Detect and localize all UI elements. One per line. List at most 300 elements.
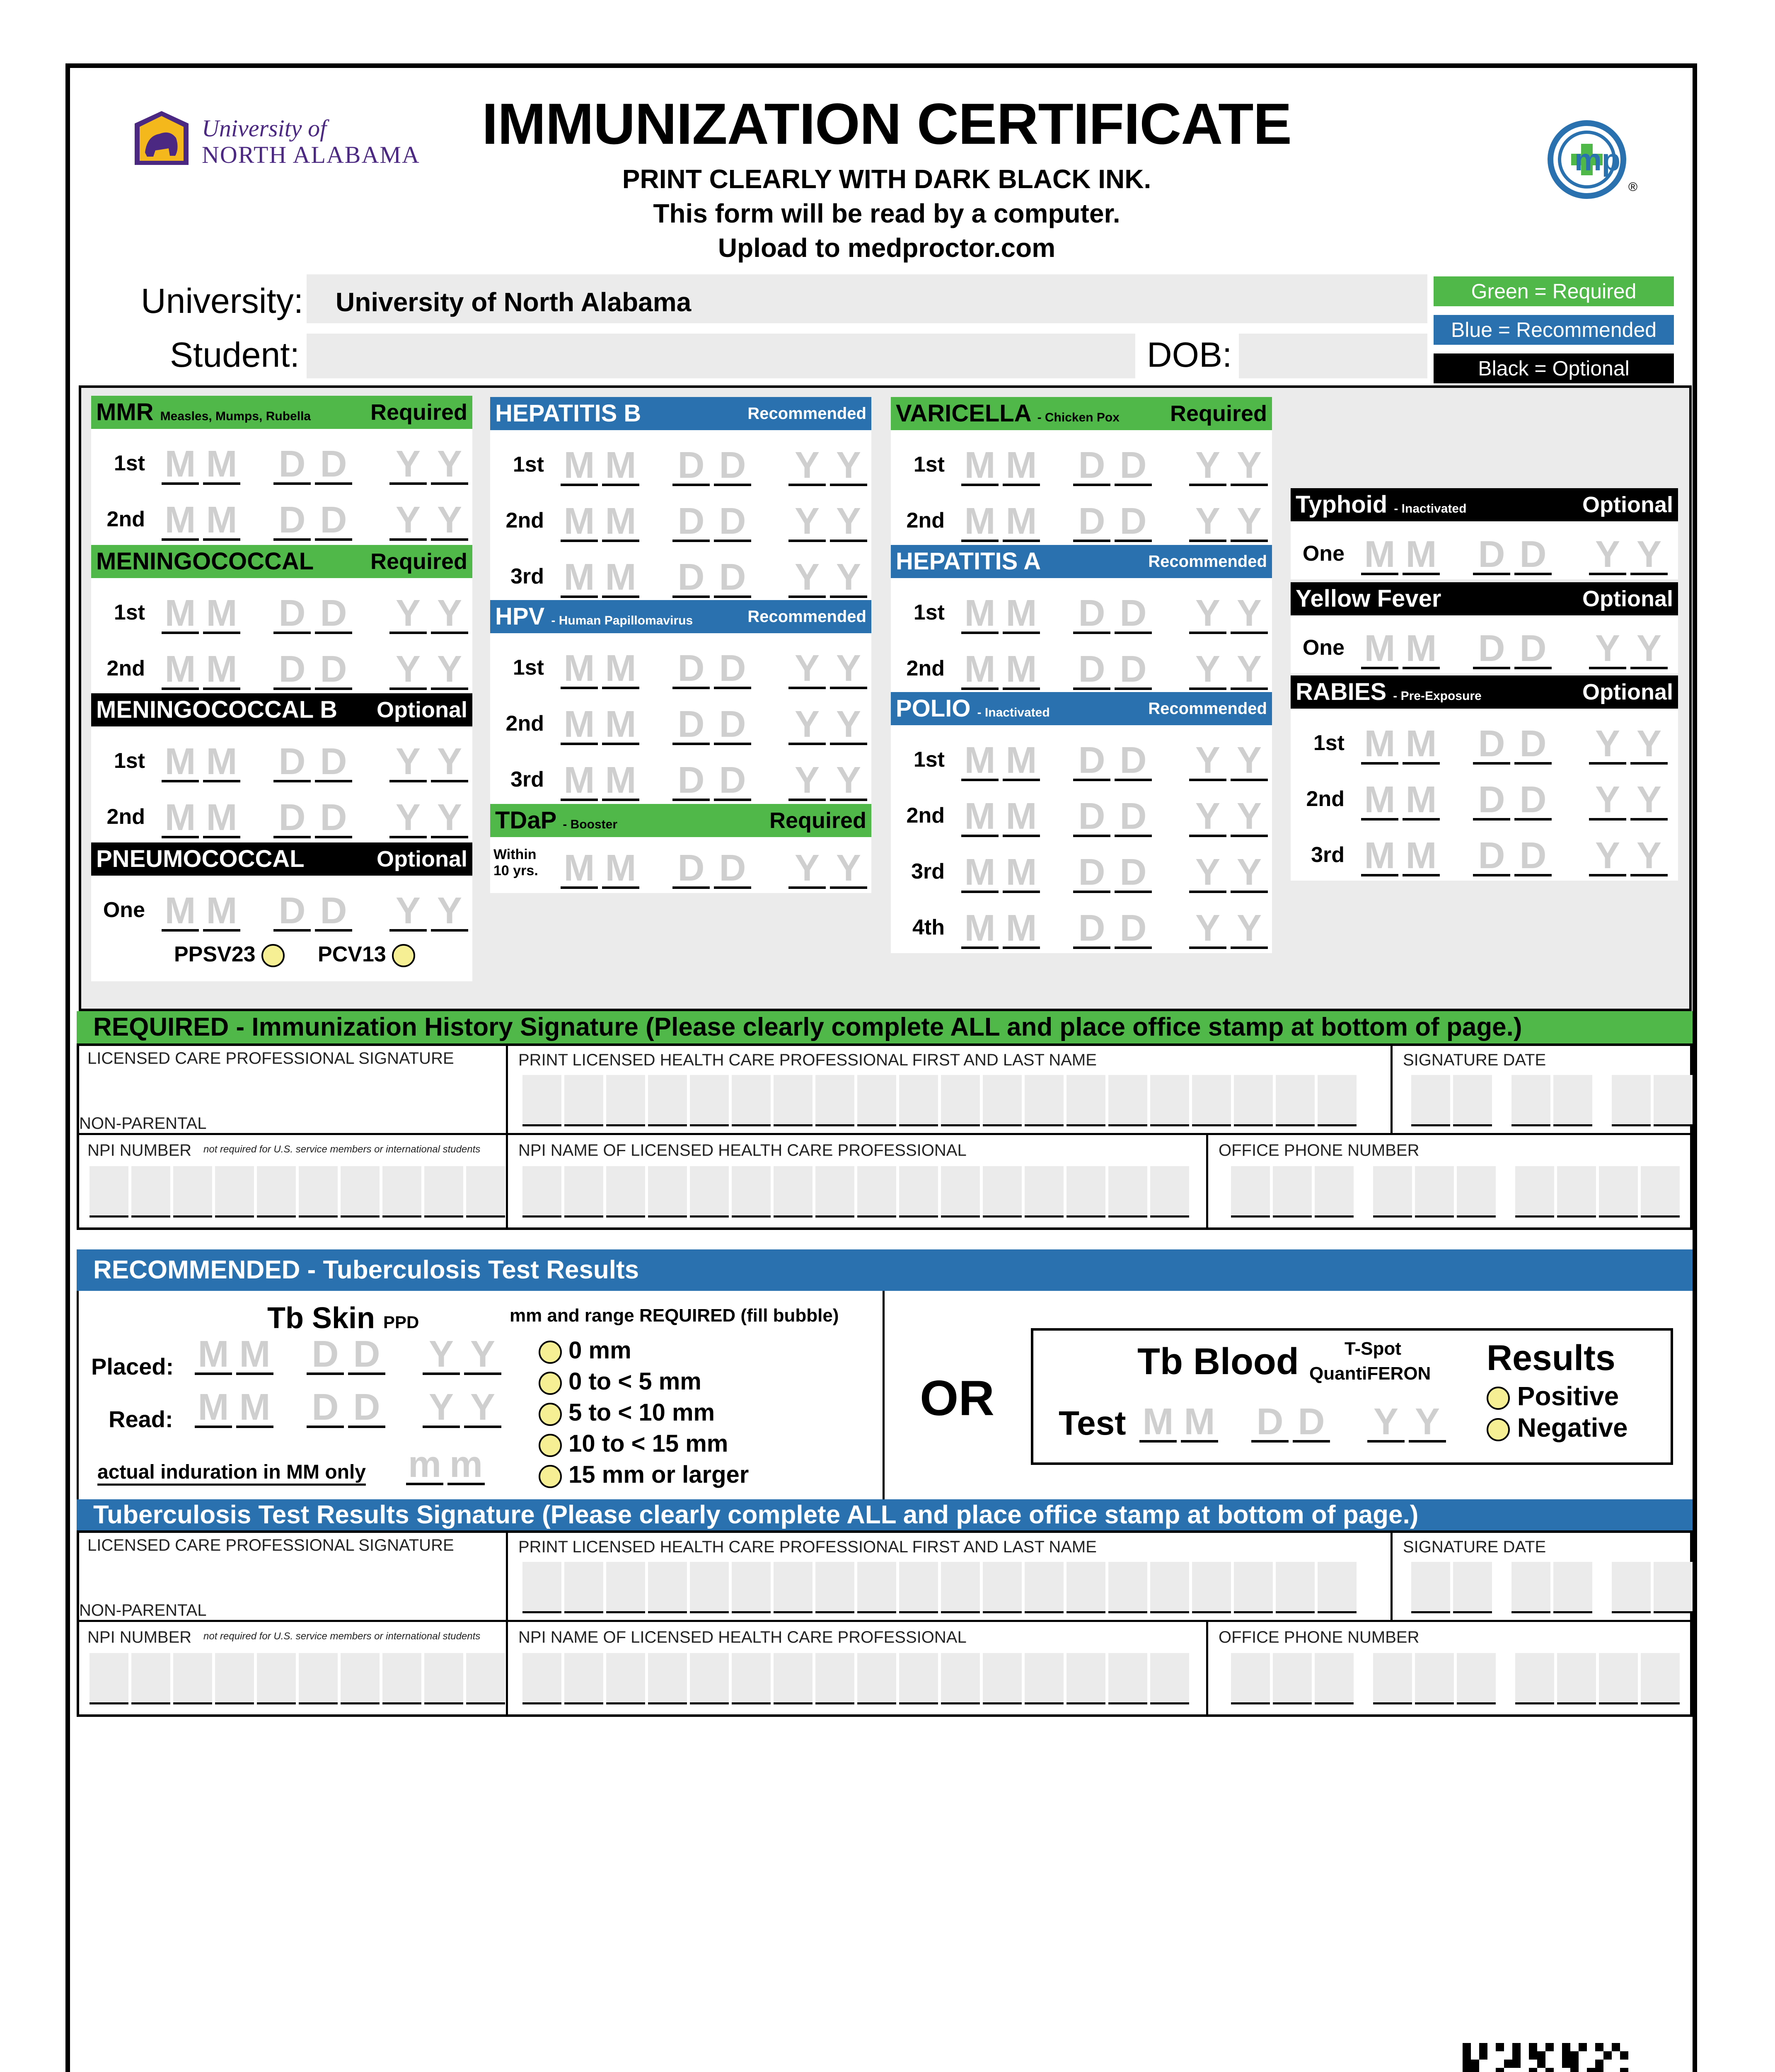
date-digit-cell[interactable]: [1514, 781, 1552, 821]
character-cell[interactable]: [1373, 1166, 1412, 1218]
date-digit-cell[interactable]: [830, 761, 867, 801]
character-cell[interactable]: [1318, 1075, 1357, 1126]
date-digit-cell[interactable]: [195, 1335, 232, 1375]
date-digit-cell[interactable]: [1115, 797, 1152, 837]
character-cell[interactable]: [1066, 1562, 1105, 1613]
character-cell[interactable]: [815, 1653, 854, 1704]
date-digit-cell[interactable]: [431, 445, 468, 485]
character-cell[interactable]: [382, 1166, 421, 1218]
character-cell[interactable]: [1108, 1562, 1147, 1613]
date-digit-cell[interactable]: [273, 799, 311, 838]
date-digit-cell[interactable]: [961, 502, 999, 542]
character-cell[interactable]: [732, 1653, 771, 1704]
date-digit-cell[interactable]: [203, 892, 240, 932]
date-digit-cell[interactable]: [348, 1335, 385, 1375]
date-digit-cell[interactable]: [1115, 594, 1152, 634]
date-digit-cell[interactable]: [1473, 535, 1510, 575]
character-cell[interactable]: [815, 1562, 854, 1613]
tb-range-option[interactable]: [539, 1336, 631, 1364]
character-cell[interactable]: [857, 1166, 896, 1218]
positive-bubble[interactable]: [1487, 1387, 1510, 1410]
character-cell[interactable]: [564, 1562, 603, 1613]
character-cell[interactable]: [1415, 1166, 1454, 1218]
date-digit-cell[interactable]: [203, 501, 240, 541]
date-digit-cell[interactable]: [672, 761, 710, 801]
character-cell[interactable]: [1273, 1653, 1312, 1704]
character-cell[interactable]: [648, 1075, 687, 1126]
date-digit-cell[interactable]: [788, 649, 826, 689]
character-cell[interactable]: [1612, 1562, 1651, 1613]
date-digit-cell[interactable]: [1189, 594, 1226, 634]
date-digit-cell[interactable]: [315, 743, 352, 782]
character-cell[interactable]: [522, 1166, 561, 1218]
date-digit-cell[interactable]: [273, 650, 311, 690]
date-digit-cell[interactable]: [961, 446, 999, 486]
character-cell[interactable]: [1511, 1562, 1550, 1613]
date-digit-cell[interactable]: [431, 799, 468, 838]
date-digit-cell[interactable]: [714, 558, 751, 598]
date-digit-cell[interactable]: [961, 909, 999, 949]
character-cell[interactable]: [257, 1166, 296, 1218]
date-digit-cell[interactable]: [561, 649, 598, 689]
date-digit-cell[interactable]: [1403, 725, 1440, 765]
date-digit-cell[interactable]: [389, 445, 427, 485]
character-cell[interactable]: [1654, 1562, 1693, 1613]
date-digit-cell[interactable]: [1003, 741, 1040, 781]
date-digit-cell[interactable]: [389, 501, 427, 541]
date-digit-cell[interactable]: [1473, 725, 1510, 765]
date-digit-cell[interactable]: [203, 650, 240, 690]
date-digit-cell[interactable]: [315, 445, 352, 485]
character-cell[interactable]: [1599, 1653, 1638, 1704]
date-digit-cell[interactable]: [431, 501, 468, 541]
character-cell[interactable]: [774, 1075, 813, 1126]
date-digit-cell[interactable]: [1589, 781, 1626, 821]
character-cell[interactable]: [606, 1075, 645, 1126]
date-digit-cell[interactable]: [602, 705, 639, 745]
date-digit-cell[interactable]: [672, 502, 710, 542]
date-digit-cell[interactable]: [1231, 797, 1268, 837]
character-cell[interactable]: [1025, 1166, 1064, 1218]
date-digit-cell[interactable]: [602, 558, 639, 598]
date-digit-cell[interactable]: [1003, 797, 1040, 837]
date-digit-cell[interactable]: [714, 849, 751, 889]
character-cell[interactable]: [1457, 1653, 1496, 1704]
character-cell[interactable]: [382, 1653, 421, 1704]
date-digit-cell[interactable]: [788, 761, 826, 801]
date-digit-cell[interactable]: [1361, 629, 1398, 669]
date-digit-cell[interactable]: [273, 445, 311, 485]
date-digit-cell[interactable]: [1003, 853, 1040, 893]
date-digit-cell[interactable]: [1231, 594, 1268, 634]
date-digit-cell[interactable]: [1073, 650, 1110, 690]
date-digit-cell[interactable]: [1361, 535, 1398, 575]
character-cell[interactable]: [522, 1562, 561, 1613]
date-digit-cell[interactable]: [315, 799, 352, 838]
date-digit-cell[interactable]: [203, 743, 240, 782]
date-digit-cell[interactable]: [1630, 535, 1668, 575]
date-digit-cell[interactable]: [315, 892, 352, 932]
date-digit-cell[interactable]: [273, 743, 311, 782]
character-cell[interactable]: [1457, 1166, 1496, 1218]
date-digit-cell[interactable]: [1231, 502, 1268, 542]
character-cell[interactable]: [899, 1653, 938, 1704]
date-digit-cell[interactable]: [1514, 837, 1552, 876]
date-digit-cell[interactable]: [236, 1388, 273, 1428]
signature-field[interactable]: [79, 1533, 506, 1620]
date-digit-cell[interactable]: [1073, 446, 1110, 486]
date-digit-cell[interactable]: [561, 705, 598, 745]
date-digit-cell[interactable]: [162, 799, 199, 838]
character-cell[interactable]: [1557, 1166, 1596, 1218]
character-cell[interactable]: [466, 1653, 505, 1704]
date-digit-cell[interactable]: [1189, 853, 1226, 893]
date-digit-cell[interactable]: [788, 849, 826, 889]
date-digit-cell[interactable]: [431, 892, 468, 932]
character-cell[interactable]: [606, 1653, 645, 1704]
date-digit-cell[interactable]: [1403, 781, 1440, 821]
date-digit-cell[interactable]: [788, 446, 826, 486]
character-cell[interactable]: [648, 1562, 687, 1613]
date-digit-cell[interactable]: [203, 445, 240, 485]
date-digit-cell[interactable]: [1003, 650, 1040, 690]
date-digit-cell[interactable]: [315, 501, 352, 541]
character-cell[interactable]: [131, 1166, 170, 1218]
character-cell[interactable]: [1108, 1653, 1147, 1704]
date-digit-cell[interactable]: [1361, 781, 1398, 821]
date-digit-cell[interactable]: [1251, 1403, 1289, 1443]
ppsv23-bubble[interactable]: [261, 944, 285, 967]
date-digit-cell[interactable]: [788, 558, 826, 598]
character-cell[interactable]: [522, 1653, 561, 1704]
character-cell[interactable]: [941, 1075, 980, 1126]
date-digit-cell[interactable]: [561, 761, 598, 801]
date-digit-cell[interactable]: [1473, 781, 1510, 821]
character-cell[interactable]: [606, 1562, 645, 1613]
date-digit-cell[interactable]: [830, 558, 867, 598]
date-digit-cell[interactable]: [1514, 535, 1552, 575]
date-digit-cell[interactable]: [602, 446, 639, 486]
character-cell[interactable]: [1411, 1562, 1450, 1613]
character-cell[interactable]: [1150, 1562, 1189, 1613]
character-cell[interactable]: [1315, 1166, 1354, 1218]
date-digit-cell[interactable]: [389, 799, 427, 838]
character-cell[interactable]: [564, 1075, 603, 1126]
character-cell[interactable]: [1411, 1075, 1450, 1126]
character-cell[interactable]: [1453, 1075, 1492, 1126]
date-digit-cell[interactable]: [1361, 725, 1398, 765]
date-digit-cell[interactable]: [1630, 837, 1668, 876]
character-cell[interactable]: [1025, 1653, 1064, 1704]
character-cell[interactable]: [257, 1653, 296, 1704]
date-digit-cell[interactable]: [830, 705, 867, 745]
date-digit-cell[interactable]: [830, 502, 867, 542]
date-digit-cell[interactable]: [830, 649, 867, 689]
date-digit-cell[interactable]: [423, 1388, 460, 1428]
character-cell[interactable]: [466, 1166, 505, 1218]
date-digit-cell[interactable]: [431, 650, 468, 690]
character-cell[interactable]: [215, 1653, 254, 1704]
date-digit-cell[interactable]: [672, 446, 710, 486]
date-digit-cell[interactable]: [1003, 594, 1040, 634]
date-digit-cell[interactable]: [389, 650, 427, 690]
date-digit-cell[interactable]: [714, 502, 751, 542]
date-digit-cell[interactable]: [1630, 629, 1668, 669]
character-cell[interactable]: [732, 1562, 771, 1613]
date-digit-cell[interactable]: [1589, 725, 1626, 765]
tb-range-option[interactable]: [539, 1368, 701, 1395]
date-digit-cell[interactable]: [389, 743, 427, 782]
character-cell[interactable]: [983, 1562, 1022, 1613]
character-cell[interactable]: [1234, 1075, 1273, 1126]
negative-bubble[interactable]: [1487, 1418, 1510, 1441]
date-digit-cell[interactable]: [714, 705, 751, 745]
date-digit-cell[interactable]: [1361, 837, 1398, 876]
date-digit-cell[interactable]: [1189, 650, 1226, 690]
character-cell[interactable]: [1108, 1075, 1147, 1126]
character-cell[interactable]: [774, 1166, 813, 1218]
date-digit-cell[interactable]: [1003, 909, 1040, 949]
date-digit-cell[interactable]: [1231, 650, 1268, 690]
date-digit-cell[interactable]: [389, 892, 427, 932]
date-digit-cell[interactable]: [307, 1388, 344, 1428]
character-cell[interactable]: [1150, 1075, 1189, 1126]
character-cell[interactable]: [424, 1653, 463, 1704]
date-digit-cell[interactable]: [1231, 853, 1268, 893]
tb-negative-option[interactable]: [1487, 1412, 1628, 1443]
student-field[interactable]: [307, 334, 1135, 378]
date-digit-cell[interactable]: [315, 594, 352, 634]
date-digit-cell[interactable]: [307, 1335, 344, 1375]
tb-range-option[interactable]: [539, 1461, 749, 1489]
date-digit-cell[interactable]: [1367, 1403, 1405, 1443]
date-digit-cell[interactable]: [1073, 594, 1110, 634]
character-cell[interactable]: [1515, 1166, 1554, 1218]
date-digit-cell[interactable]: [348, 1388, 385, 1428]
date-digit-cell[interactable]: [714, 649, 751, 689]
range-bubble[interactable]: [539, 1403, 562, 1426]
character-cell[interactable]: [1150, 1653, 1189, 1704]
tb-range-option[interactable]: [539, 1399, 715, 1426]
character-cell[interactable]: [564, 1653, 603, 1704]
character-cell[interactable]: [774, 1562, 813, 1613]
date-digit-cell[interactable]: [1473, 629, 1510, 669]
date-digit-cell[interactable]: [389, 594, 427, 634]
date-digit-cell[interactable]: [1189, 909, 1226, 949]
date-digit-cell[interactable]: [672, 849, 710, 889]
character-cell[interactable]: [815, 1166, 854, 1218]
date-digit-cell[interactable]: [162, 594, 199, 634]
date-digit-cell[interactable]: [1189, 502, 1226, 542]
character-cell[interactable]: [1150, 1166, 1189, 1218]
range-bubble[interactable]: [539, 1465, 562, 1488]
date-digit-cell[interactable]: [162, 650, 199, 690]
signature-field[interactable]: [79, 1046, 506, 1133]
date-digit-cell[interactable]: [961, 741, 999, 781]
character-cell[interactable]: [899, 1562, 938, 1613]
character-cell[interactable]: [131, 1653, 170, 1704]
date-digit-cell[interactable]: [1589, 535, 1626, 575]
date-digit-cell[interactable]: [1139, 1403, 1177, 1443]
character-cell[interactable]: [1515, 1653, 1554, 1704]
character-cell[interactable]: [564, 1166, 603, 1218]
character-cell[interactable]: [648, 1166, 687, 1218]
date-digit-cell[interactable]: [961, 594, 999, 634]
character-cell[interactable]: [899, 1075, 938, 1126]
date-digit-cell[interactable]: [1630, 725, 1668, 765]
date-digit-cell[interactable]: [1003, 446, 1040, 486]
date-digit-cell[interactable]: [464, 1335, 501, 1375]
character-cell[interactable]: [690, 1166, 729, 1218]
date-digit-cell[interactable]: [1073, 741, 1110, 781]
date-digit-cell[interactable]: [1189, 797, 1226, 837]
character-cell[interactable]: [1234, 1562, 1273, 1613]
character-cell[interactable]: [1231, 1166, 1270, 1218]
date-digit-cell[interactable]: [315, 650, 352, 690]
date-digit-cell[interactable]: [1073, 797, 1110, 837]
date-digit-cell[interactable]: [162, 445, 199, 485]
date-digit-cell[interactable]: [672, 705, 710, 745]
character-cell[interactable]: [941, 1166, 980, 1218]
character-cell[interactable]: [690, 1075, 729, 1126]
character-cell[interactable]: [857, 1562, 896, 1613]
date-digit-cell[interactable]: [602, 761, 639, 801]
date-digit-cell[interactable]: [1473, 837, 1510, 876]
date-digit-cell[interactable]: [1630, 781, 1668, 821]
character-cell[interactable]: [1511, 1075, 1550, 1126]
date-digit-cell[interactable]: [714, 446, 751, 486]
character-cell[interactable]: [732, 1075, 771, 1126]
character-cell[interactable]: [941, 1562, 980, 1613]
date-digit-cell[interactable]: [1115, 650, 1152, 690]
character-cell[interactable]: [1641, 1166, 1680, 1218]
date-digit-cell[interactable]: [423, 1335, 460, 1375]
range-bubble[interactable]: [539, 1434, 562, 1457]
character-cell[interactable]: [857, 1653, 896, 1704]
character-cell[interactable]: [1066, 1166, 1105, 1218]
date-digit-cell[interactable]: [1115, 446, 1152, 486]
character-cell[interactable]: [690, 1562, 729, 1613]
date-digit-cell[interactable]: [961, 853, 999, 893]
date-digit-cell[interactable]: [672, 558, 710, 598]
date-digit-cell[interactable]: [602, 849, 639, 889]
character-cell[interactable]: [1025, 1075, 1064, 1126]
date-digit-cell[interactable]: [788, 502, 826, 542]
date-digit-cell[interactable]: [1403, 837, 1440, 876]
date-digit-cell[interactable]: [1003, 502, 1040, 542]
character-cell[interactable]: [1273, 1166, 1312, 1218]
character-cell[interactable]: [1315, 1653, 1354, 1704]
date-digit-cell[interactable]: [1189, 741, 1226, 781]
date-digit-cell[interactable]: [1403, 535, 1440, 575]
character-cell[interactable]: [1231, 1653, 1270, 1704]
character-cell[interactable]: [983, 1653, 1022, 1704]
date-digit-cell[interactable]: [431, 743, 468, 782]
character-cell[interactable]: [1557, 1653, 1596, 1704]
character-cell[interactable]: [1641, 1653, 1680, 1704]
date-digit-cell[interactable]: [195, 1388, 232, 1428]
date-digit-cell[interactable]: [561, 446, 598, 486]
dob-field[interactable]: [1239, 334, 1427, 378]
induration-digit-cell[interactable]: [406, 1445, 443, 1485]
character-cell[interactable]: [89, 1653, 128, 1704]
date-digit-cell[interactable]: [672, 649, 710, 689]
date-digit-cell[interactable]: [431, 594, 468, 634]
university-field[interactable]: [307, 274, 1427, 323]
date-digit-cell[interactable]: [1181, 1403, 1218, 1443]
date-digit-cell[interactable]: [714, 761, 751, 801]
date-digit-cell[interactable]: [1231, 446, 1268, 486]
character-cell[interactable]: [424, 1166, 463, 1218]
character-cell[interactable]: [1373, 1653, 1412, 1704]
date-digit-cell[interactable]: [561, 849, 598, 889]
date-digit-cell[interactable]: [1073, 502, 1110, 542]
date-digit-cell[interactable]: [162, 501, 199, 541]
date-digit-cell[interactable]: [236, 1335, 273, 1375]
date-digit-cell[interactable]: [1514, 725, 1552, 765]
date-digit-cell[interactable]: [464, 1388, 501, 1428]
character-cell[interactable]: [299, 1166, 338, 1218]
date-digit-cell[interactable]: [1231, 741, 1268, 781]
character-cell[interactable]: [1415, 1653, 1454, 1704]
date-digit-cell[interactable]: [602, 649, 639, 689]
date-digit-cell[interactable]: [1115, 853, 1152, 893]
date-digit-cell[interactable]: [1189, 446, 1226, 486]
date-digit-cell[interactable]: [1589, 629, 1626, 669]
character-cell[interactable]: [1654, 1075, 1693, 1126]
date-digit-cell[interactable]: [1293, 1403, 1330, 1443]
date-digit-cell[interactable]: [561, 502, 598, 542]
character-cell[interactable]: [606, 1166, 645, 1218]
character-cell[interactable]: [173, 1653, 212, 1704]
character-cell[interactable]: [341, 1166, 380, 1218]
character-cell[interactable]: [522, 1075, 561, 1126]
date-digit-cell[interactable]: [1409, 1403, 1446, 1443]
date-digit-cell[interactable]: [961, 797, 999, 837]
character-cell[interactable]: [341, 1653, 380, 1704]
date-digit-cell[interactable]: [602, 502, 639, 542]
character-cell[interactable]: [1599, 1166, 1638, 1218]
character-cell[interactable]: [1318, 1562, 1357, 1613]
date-digit-cell[interactable]: [1231, 909, 1268, 949]
character-cell[interactable]: [690, 1653, 729, 1704]
character-cell[interactable]: [774, 1653, 813, 1704]
character-cell[interactable]: [173, 1166, 212, 1218]
character-cell[interactable]: [299, 1653, 338, 1704]
range-bubble[interactable]: [539, 1372, 562, 1395]
character-cell[interactable]: [732, 1166, 771, 1218]
date-digit-cell[interactable]: [162, 892, 199, 932]
character-cell[interactable]: [1553, 1562, 1592, 1613]
character-cell[interactable]: [983, 1075, 1022, 1126]
date-digit-cell[interactable]: [1115, 502, 1152, 542]
date-digit-cell[interactable]: [561, 558, 598, 598]
tb-range-option[interactable]: [539, 1430, 728, 1457]
character-cell[interactable]: [215, 1166, 254, 1218]
character-cell[interactable]: [1192, 1075, 1231, 1126]
date-digit-cell[interactable]: [1073, 853, 1110, 893]
date-digit-cell[interactable]: [162, 743, 199, 782]
character-cell[interactable]: [941, 1653, 980, 1704]
date-digit-cell[interactable]: [830, 446, 867, 486]
character-cell[interactable]: [1108, 1166, 1147, 1218]
date-digit-cell[interactable]: [203, 799, 240, 838]
character-cell[interactable]: [983, 1166, 1022, 1218]
character-cell[interactable]: [89, 1166, 128, 1218]
date-digit-cell[interactable]: [830, 849, 867, 889]
date-digit-cell[interactable]: [203, 594, 240, 634]
induration-digit-cell[interactable]: [447, 1445, 485, 1485]
